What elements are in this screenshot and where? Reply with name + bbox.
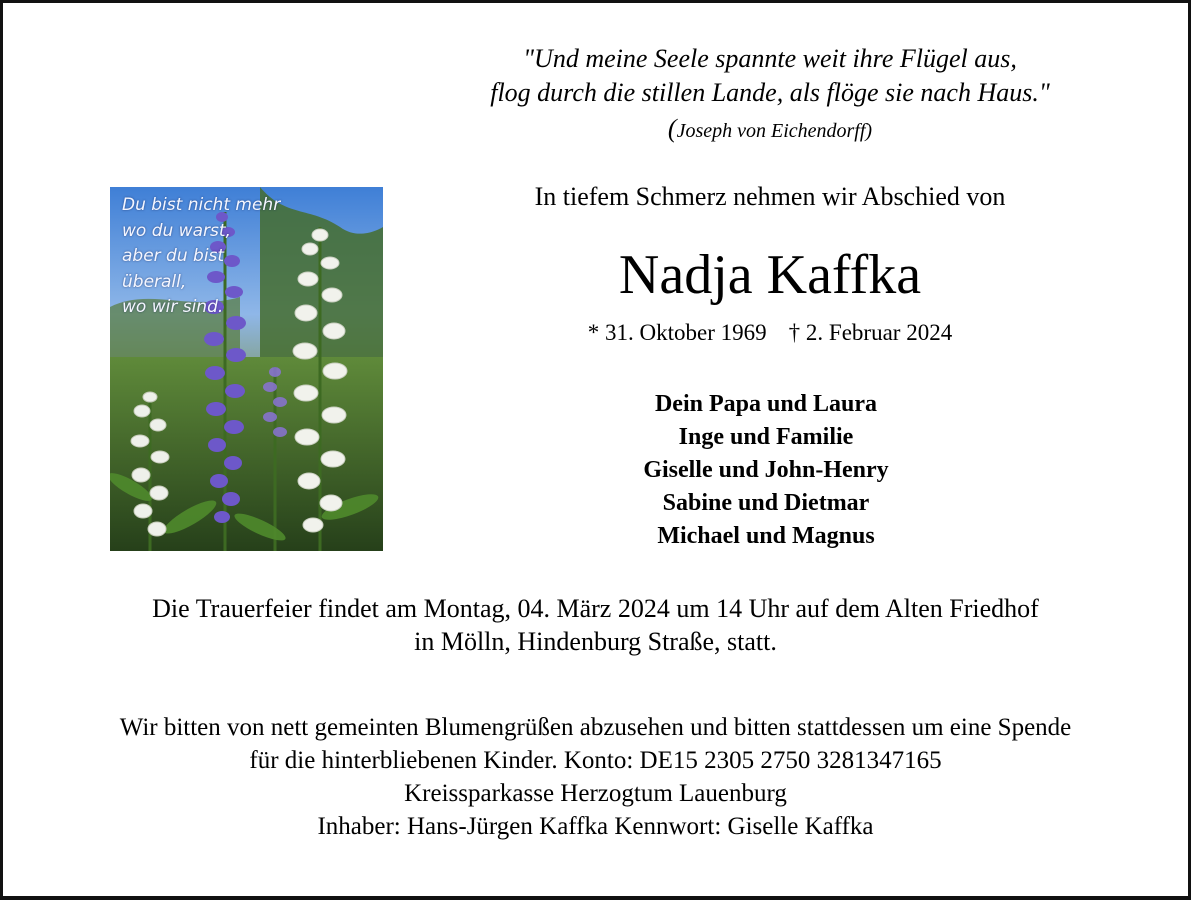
- photo-caption-line: überall,: [122, 271, 187, 292]
- donation-info: [20, 711, 1171, 843]
- family-member: Giselle und John-Henry: [643, 457, 889, 483]
- deceased-name: Nadja Kaffka: [618, 244, 922, 306]
- funeral-service-info: [30, 592, 1161, 658]
- family-list: [430, 388, 1102, 553]
- family-member: Inge und Familie: [678, 424, 854, 450]
- donation-line-4: Inhaber: Hans-Jürgen Kaffka Kennwort: Giselle Kaffka: [317, 813, 874, 840]
- service-line-1: Die Trauerfeier findet am Montag, 04. März 2024 um 14 Uhr auf dem Alten Friedhof: [152, 594, 1039, 623]
- donation-line-1: Wir bitten von nett gemeinten Blumengrüßen abzusehen und bitten stattdessen um eine Spende: [119, 714, 1072, 741]
- photo-caption-line: wo wir sind.: [122, 297, 224, 317]
- poem-line-1: "Und meine Seele spannte weit ihre Flügel aus,: [523, 44, 1017, 73]
- service-line-2: in Mölln, Hindenburg Straße, statt.: [414, 627, 777, 656]
- poem-author: (Joseph von Eichendorff): [667, 114, 873, 143]
- death-date: † 2. Februar 2024: [788, 320, 953, 345]
- intro-text: In tiefem Schmerz nehmen wir Abschied von: [534, 182, 1006, 211]
- poem-quote: [420, 42, 1120, 144]
- donation-line-2: für die hinterbliebenen Kinder. Konto: DE15 2305 2750 3281347165: [249, 747, 942, 774]
- donation-line-3: Kreissparkasse Herzogtum Lauenburg: [404, 780, 787, 807]
- photo-caption-line: aber du bist: [122, 246, 225, 266]
- photo-caption-line: wo du warst,: [122, 220, 231, 241]
- photo-caption: [122, 193, 280, 321]
- birth-date: * 31. Oktober 1969: [587, 320, 767, 345]
- lupine-flowers-photo: [110, 187, 383, 551]
- family-member: Michael und Magnus: [657, 523, 875, 549]
- photo-caption-line: Du bist nicht mehr: [122, 195, 281, 215]
- life-dates: [430, 320, 1110, 346]
- family-member: Sabine und Dietmar: [662, 490, 870, 516]
- family-member: Dein Papa und Laura: [654, 391, 878, 417]
- poem-line-2: flog durch die stillen Lande, als flöge sie nach Haus.": [490, 78, 1050, 107]
